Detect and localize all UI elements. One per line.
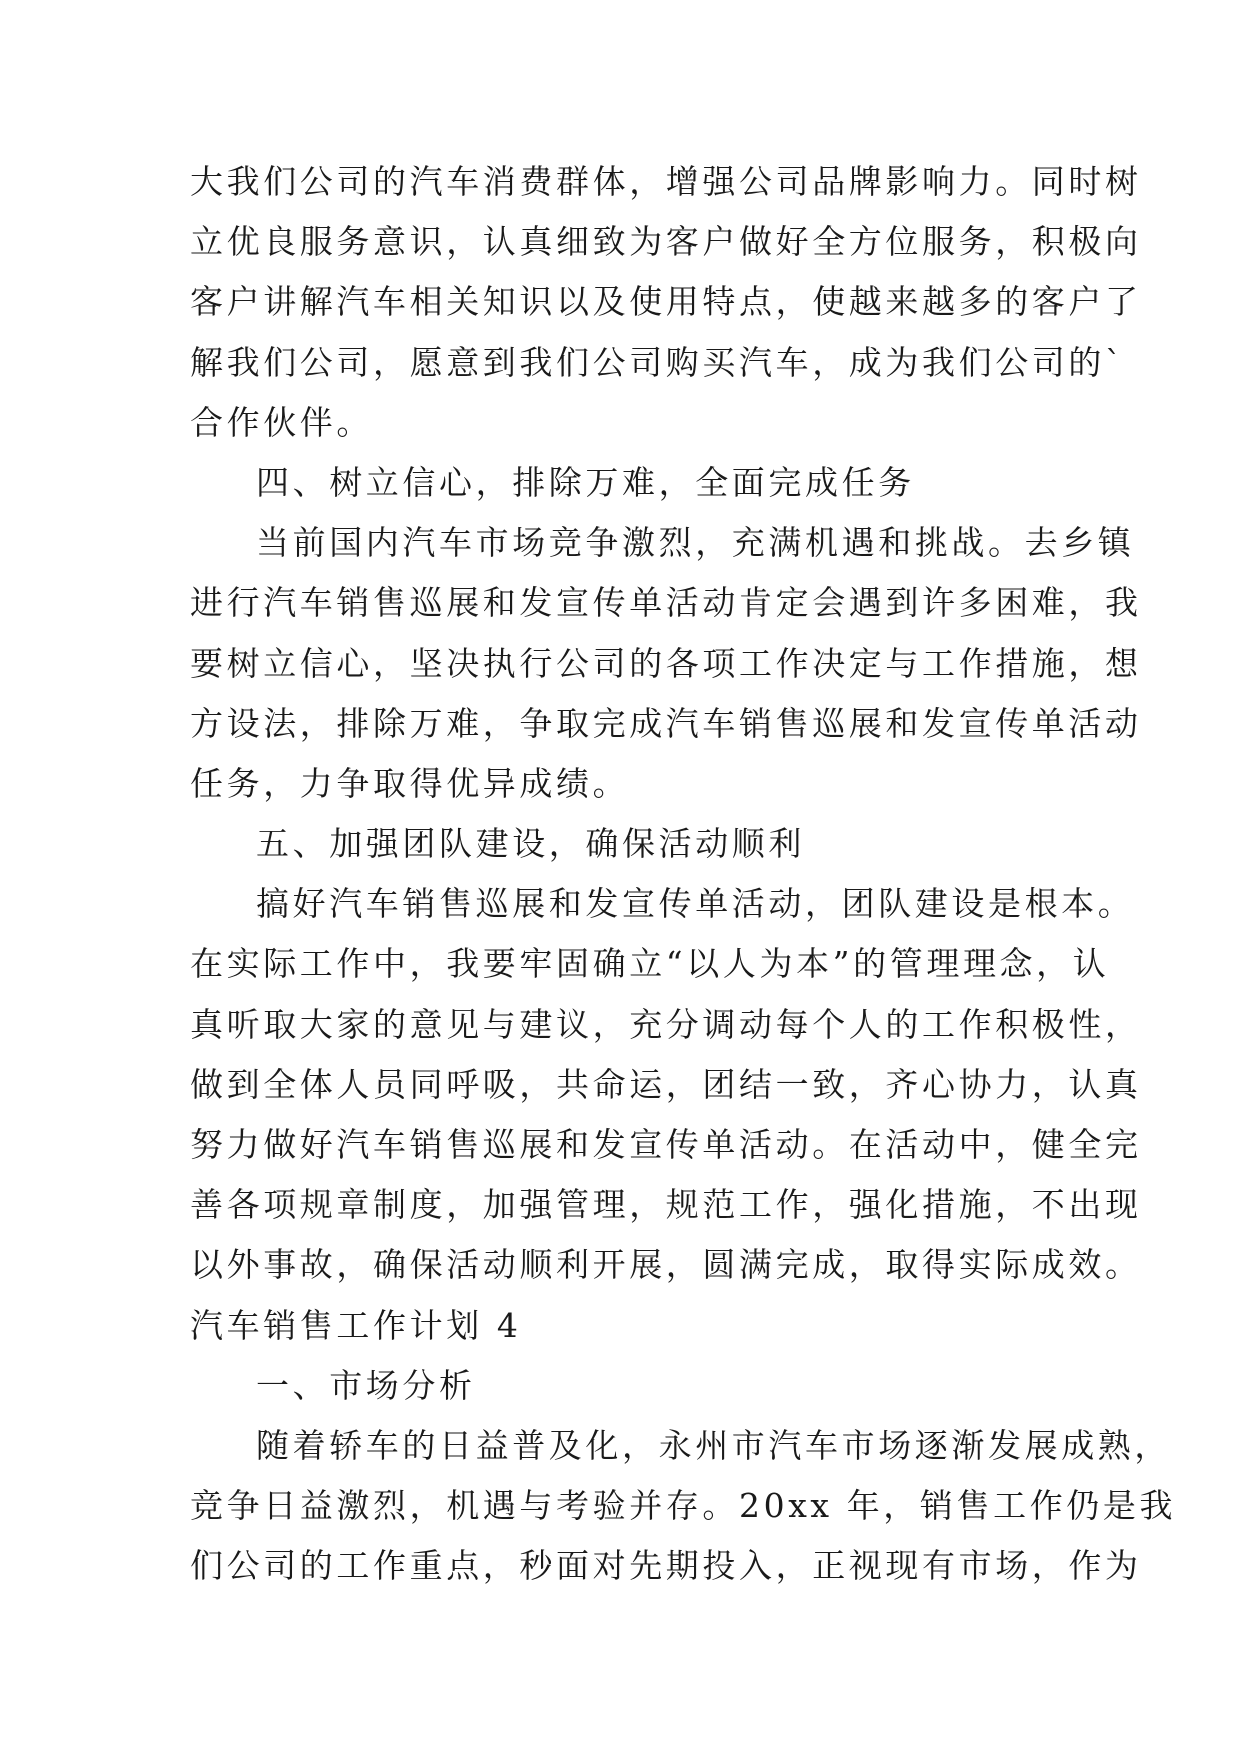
section-heading: 一、市场分析: [256, 1365, 476, 1405]
paragraph-line: 们公司的工作重点，秒面对先期投入，正视现有市场，作为: [190, 1546, 1142, 1586]
paragraph-line: 解我们公司，愿意到我们公司购买汽车，成为我们公司的`: [190, 342, 1126, 382]
paragraph-line: 当前国内汽车市场竞争激烈，充满机遇和挑战。去乡镇: [256, 523, 1135, 563]
paragraph-line: 以外事故，确保活动顺利开展，圆满完成，取得实际成效。: [190, 1245, 1142, 1285]
paragraph-line: 要树立信心，坚决执行公司的各项工作决定与工作措施，想: [190, 643, 1142, 683]
paragraph-line: 真听取大家的意见与建议，充分调动每个人的工作积极性，: [190, 1004, 1142, 1044]
document-title: 汽车销售工作计划 4: [190, 1305, 522, 1345]
paragraph-line: 合作伙伴。: [190, 402, 373, 442]
paragraph-line: 做到全体人员同呼吸，共命运，团结一致，齐心协力，认真: [190, 1064, 1142, 1104]
document-body: [190, 152, 1177, 1597]
paragraph-line: 立优良服务意识，认真细致为客户做好全方位服务，积极向: [190, 222, 1142, 262]
section-heading: 四、树立信心，排除万难，全面完成任务: [256, 462, 915, 502]
paragraph-line: 任务，力争取得优异成绩。: [190, 763, 630, 803]
paragraph-line: 随着轿车的日益普及化，永州市汽车市场逐渐发展成熟，: [256, 1425, 1171, 1465]
paragraph-line: 善各项规章制度，加强管理，规范工作，强化措施，不出现: [190, 1185, 1142, 1225]
paragraph-line: 客户讲解汽车相关知识以及使用特点，使越来越多的客户了: [190, 282, 1142, 322]
paragraph-line: 竞争日益激烈，机遇与考验并存。20xx 年，销售工作仍是我: [190, 1486, 1177, 1526]
section-heading: 五、加强团队建设，确保活动顺利: [256, 824, 805, 864]
paragraph-line: 方设法，排除万难，争取完成汽车销售巡展和发宣传单活动: [190, 703, 1142, 743]
paragraph-line: 搞好汽车销售巡展和发宣传单活动，团队建设是根本。: [256, 884, 1135, 924]
paragraph-line: 进行汽车销售巡展和发宣传单活动肯定会遇到许多困难，我: [190, 583, 1142, 623]
paragraph-line: 在实际工作中，我要牢固确立“以人为本”的管理理念，认: [190, 944, 1110, 984]
paragraph-line: 努力做好汽车销售巡展和发宣传单活动。在活动中，健全完: [190, 1125, 1142, 1164]
paragraph-line: 大我们公司的汽车消费群体，增强公司品牌影响力。同时树: [190, 162, 1142, 201]
